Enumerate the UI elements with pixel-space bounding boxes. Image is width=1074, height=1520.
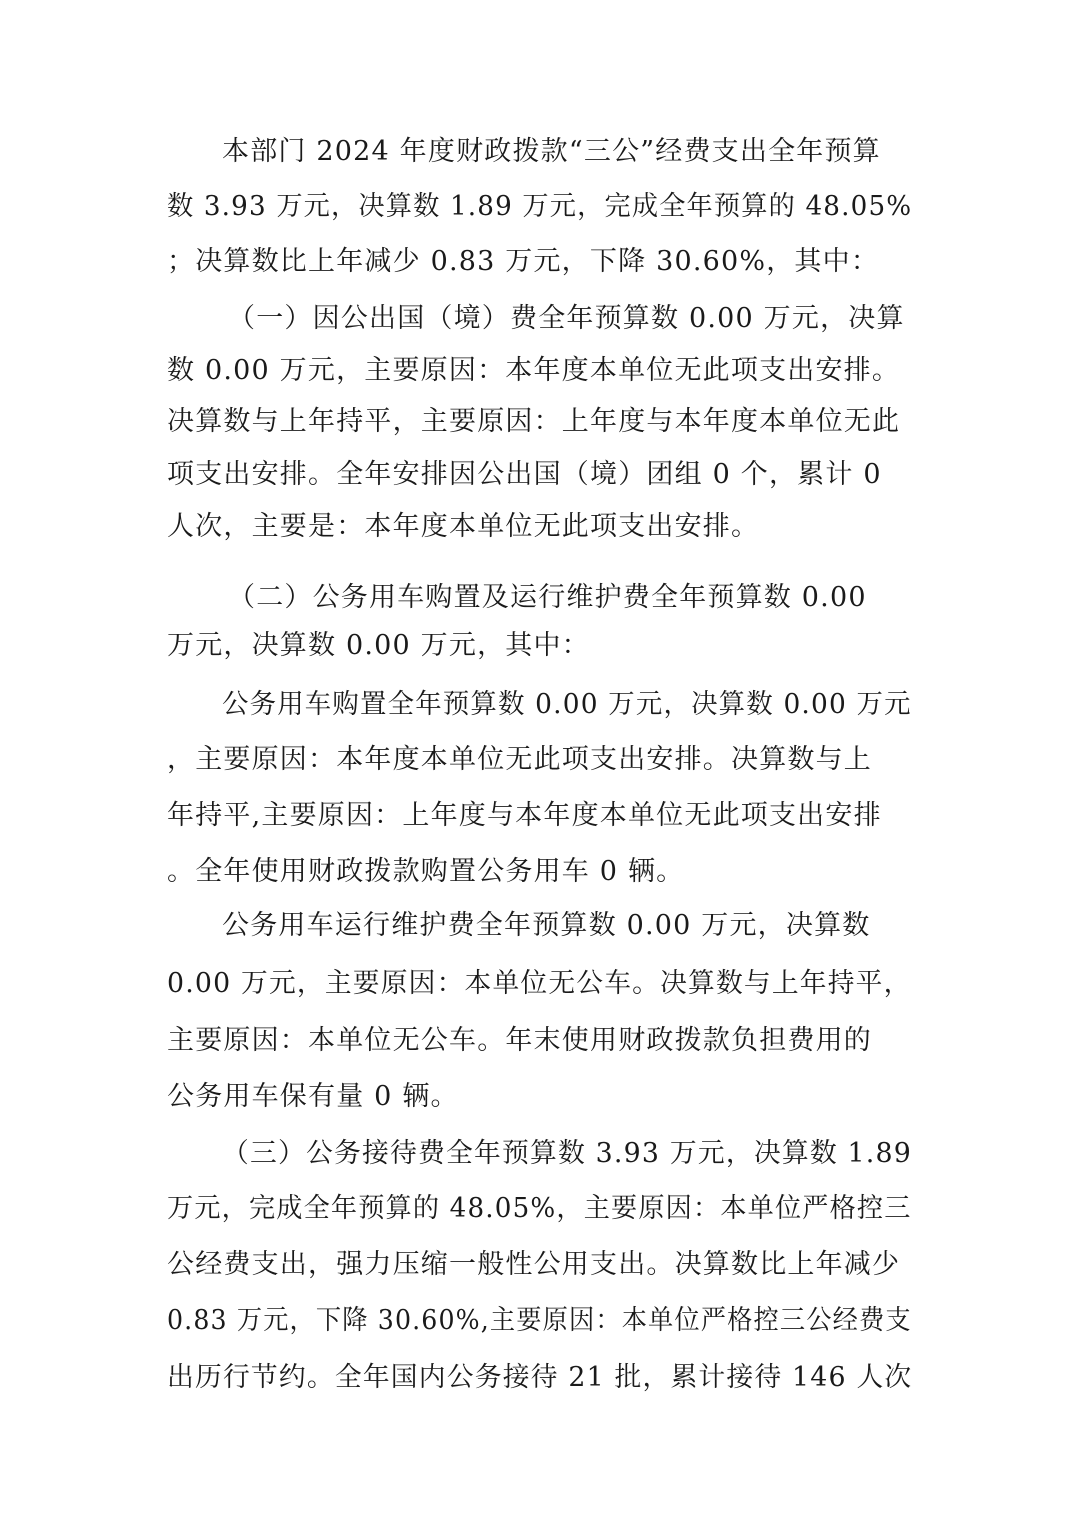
text-line: 。全年使用财政拨款购置公务用车 0 辆。	[167, 856, 685, 887]
text-line: 公务用车运行维护费全年预算数 0.00 万元，决算数	[222, 910, 871, 941]
text-line: 公务用车购置全年预算数 0.00 万元，决算数 0.00 万元	[222, 689, 912, 720]
text-line: 出历行节约。全年国内公务接待 21 批，累计接待 146 人次	[167, 1362, 913, 1393]
text-line: 0.00 万元，主要原因：本单位无公车。决算数与上年持平，	[167, 968, 912, 999]
text-line: 数 3.93 万元，决算数 1.89 万元，完成全年预算的 48.05%	[167, 191, 913, 222]
text-line: 0.83 万元，下降 30.60%,主要原因：本单位严格控三公经费支	[167, 1305, 912, 1336]
text-line: 数 0.00 万元，主要原因：本年度本单位无此项支出安排。	[167, 355, 901, 386]
text-line: 决算数与上年持平，主要原因：上年度与本年度本单位无此	[167, 406, 901, 437]
text-line: 人次，主要是：本年度本单位无此项支出安排。	[167, 511, 760, 542]
text-line: 公经费支出，强力压缩一般性公用支出。决算数比上年减少	[167, 1249, 901, 1280]
text-line: 万元，决算数 0.00 万元，其中：	[167, 630, 590, 661]
text-line: （一）因公出国（境）费全年预算数 0.00 万元，决算	[228, 303, 905, 334]
text-line: 年持平,主要原因：上年度与本年度本单位无此项支出安排	[167, 800, 882, 831]
text-line: 公务用车保有量 0 辆。	[167, 1081, 459, 1112]
text-line: 项支出安排。全年安排因公出国（境）团组 0 个，累计 0	[167, 459, 882, 490]
text-line: 本部门 2024 年度财政拨款“三公”经费支出全年预算	[222, 136, 881, 167]
text-line: 主要原因：本单位无公车。年末使用财政拨款负担费用的	[167, 1025, 872, 1056]
text-line: 万元，完成全年预算的 48.05%，主要原因：本单位严格控三	[167, 1193, 912, 1224]
text-line: ；决算数比上年减少 0.83 万元，下降 30.60%，其中：	[167, 246, 880, 277]
text-line: （二）公务用车购置及运行维护费全年预算数 0.00	[228, 582, 867, 613]
text-line: ，主要原因：本年度本单位无此项支出安排。决算数与上	[167, 744, 872, 775]
text-line: （三）公务接待费全年预算数 3.93 万元，决算数 1.89	[222, 1138, 912, 1169]
